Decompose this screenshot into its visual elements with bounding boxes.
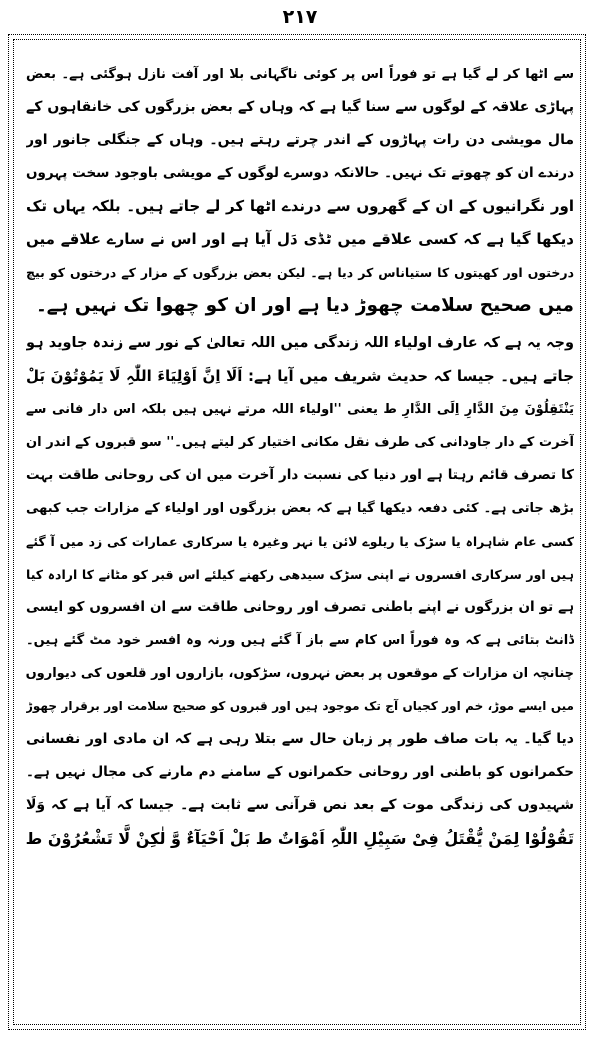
text-line: کا تصرف قائم رہتا ہے اور دنیا کی نسبت دار آخرت میں ان کی روحانی طاقت بہت <box>26 467 574 483</box>
text-line: وجہ یہ ہے کہ عارف اولیاء اللہ زندگی میں اللہ تعالیٰ کے نور سے زندہ جاوید ہو <box>26 335 574 351</box>
text-line: ہے تو ان بزرگوں نے اپنے باطنی تصرف اور روحانی طاقت سے ان افسروں کو ایسی <box>26 599 574 615</box>
text-line: درندے ان کو چھوتے تک نہیں۔ حالانکہ دوسرے لوگوں کے مویشی باوجود سخت پہروں <box>26 165 574 181</box>
text-line: شہیدوں کی زندگی موت کے بعد نص قرآنی سے ثابت ہے۔ جیسا کہ آیا ہے کہ وَلَا <box>26 797 574 813</box>
page-text <box>26 58 574 1028</box>
text-line: چنانچہ ان مزارات کے موقعوں پر بعض نہروں، سڑکوں، بازاروں اور قلعوں کی دیواروں <box>26 666 574 681</box>
text-line: مال مویشی دن رات پہاڑوں کے اندر چرتے رہتے ہیں۔ وہاں کے جنگلی جانور اور <box>26 132 574 148</box>
page-number: ۲۱۷ <box>282 6 318 28</box>
text-line: اور نگرانیوں کے ان کے گھروں سے درندے اٹھا کر لے جاتے ہیں۔ بلکہ یہاں تک <box>26 197 574 215</box>
text-line: بڑھ جاتی ہے۔ کئی دفعہ دیکھا گیا ہے کہ بعض بزرگوں اور اولیاء کے مزارات جب کبھی <box>26 501 574 516</box>
text-line: دیکھا گیا ہے کہ کسی علاقے میں ٹڈی دَل آیا ہے اور اس نے سارے علاقے میں <box>26 230 574 248</box>
text-line: آخرت کے دار جاودانی کی طرف نقل مکانی اختیار کر لیتے ہیں۔'' سو قبروں کے اندر ان <box>26 435 574 450</box>
text-line: میں صحیح سلامت چھوڑ دیا ہے اور ان کو چھوا تک نہیں ہے۔ <box>35 295 574 316</box>
text-line: ڈانٹ بتائی ہے کہ وہ فوراً اس کام سے باز آ گئے ہیں ورنہ وہ افسر خود مٹ گئے ہیں۔ <box>26 633 574 648</box>
text-line: سے اٹھا کر لے گیا ہے تو فوراً اس پر کوئی ناگہانی بلا اور آفت نازل ہوگئی ہے۔ بعض <box>26 67 574 82</box>
text-line: درختوں اور کھیتوں کا ستیاناس کر دیا ہے۔ لیکن بعض بزرگوں کے مزار کے درختوں کو بیچ <box>26 265 574 280</box>
text-line: یَنْتَقِلُوْنَ مِنَ الدَّارِ اِلَی الدَّارِ ط یعنی ''اولیاء اللہ مرتے نہیں ہیں بلکہ اس دار فانی سے <box>26 402 574 417</box>
text-line: حکمرانوں کو باطنی اور روحانی حکمرانوں کے سامنے دم مارنے کی مجال نہیں ہے۔ <box>26 764 574 780</box>
text-line: ہیں اور سرکاری افسروں نے اپنی سڑک سیدھی رکھنے کیلئے اس قبر کو مٹانے کا ارادہ کیا <box>26 567 574 582</box>
text-line: پہاڑی علاقہ کے لوگوں سے سنا گیا ہے کہ وہاں کے بعض بزرگوں کی خانقاہوں کے <box>26 99 574 115</box>
text-line: تَقُوْلُوْا لِمَنْ یُّقْتَلُ فِیْ سَبِیْلِ اللّٰہِ اَمْوَاتٌ ط بَلْ اَحْیَآءٌ وَّ لٰکِنْ لَّا تَشْعُرُوْنَ ط <box>26 829 574 848</box>
text-line: میں ایسے موڑ، خم اور کجیاں آج تک موجود ہیں اور قبروں کو صحیح سلامت اور برقرار چھوڑ <box>26 699 574 713</box>
text-line: جاتے ہیں۔ جیسا کہ حدیث شریف میں آیا ہے: اَلَا اِنَّ اَوْلِیَاءَ اللّٰہِ لَا یَمُوْتُوْنَ بَلْ <box>26 367 574 385</box>
text-line: کسی عام شاہراہ یا سڑک یا ریلوے لائن یا نہر وغیرہ یا سرکاری عمارات کی زد میں آ گئے <box>26 534 574 549</box>
text-line: دیا گیا۔ یہ بات صاف طور پر زبان حال سے بتلا رہی ہے کہ ان مادی اور نفسانی <box>26 731 574 747</box>
